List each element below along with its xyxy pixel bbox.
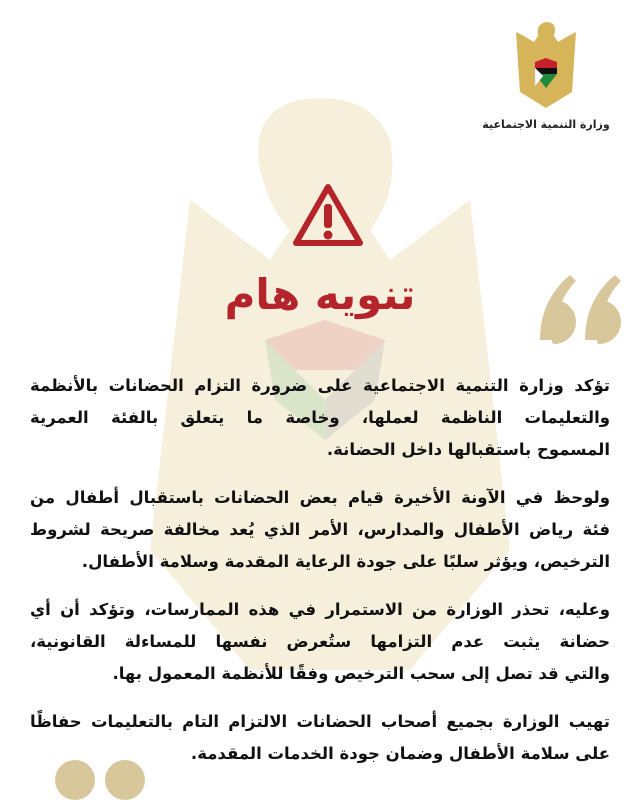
paragraph-4 (30, 706, 610, 770)
ministry-name: وزارة التنمية الاجتماعية (482, 118, 610, 131)
text-line: تؤكد وزارة التنمية الاجتماعية على ضرورة التزام الحضانات بالأنظمة (30, 376, 610, 395)
text-line: المسموح باستقبالها داخل الحضانة. (326, 440, 610, 459)
text-line: والتعليمات الناظمة لعملها، وخاصة ما يتعلق بالفئة العمرية (30, 408, 610, 427)
paragraph-1 (30, 370, 610, 466)
ministry-logo (476, 18, 616, 131)
text-line: ولوحظ في الآونة الأخيرة قيام بعض الحضانات باستقبال أطفال من (30, 488, 610, 507)
paragraph-2 (30, 482, 610, 578)
text-line: على سلامة الأطفال وضمان جودة الخدمات المقدمة. (190, 744, 610, 763)
text-line: الترخيص، ويؤثر سلبًا على جودة الرعاية المقدمة وسلامة الأطفال. (81, 552, 610, 571)
warning-triangle-icon (292, 182, 364, 248)
text-line: وعليه، تحذر الوزارة من الاستمرار في هذه الممارسات، وتؤكد أن أي (30, 600, 610, 619)
text-line: فئة رياض الأطفال والمدارس، الأمر الذي يُعد مخالفة صريحة لشروط (30, 520, 610, 539)
palestine-eagle-emblem-icon (511, 18, 581, 110)
announcement-title: تنويه هام (224, 270, 416, 319)
text-line: تهيب الوزارة بجميع أصحاب الحضانات الالتزام التام بالتعليمات حفاظًا (30, 712, 610, 731)
text-line: والتي قد تصل إلى سحب الترخيص وفقًا للأنظمة المعمول بها. (112, 664, 610, 683)
announcement-body (30, 370, 610, 786)
text-line: حضانة يثبت عدم التزامها ستُعرض نفسها للمساءلة القانونية، (30, 632, 610, 651)
paragraph-3 (30, 594, 610, 690)
